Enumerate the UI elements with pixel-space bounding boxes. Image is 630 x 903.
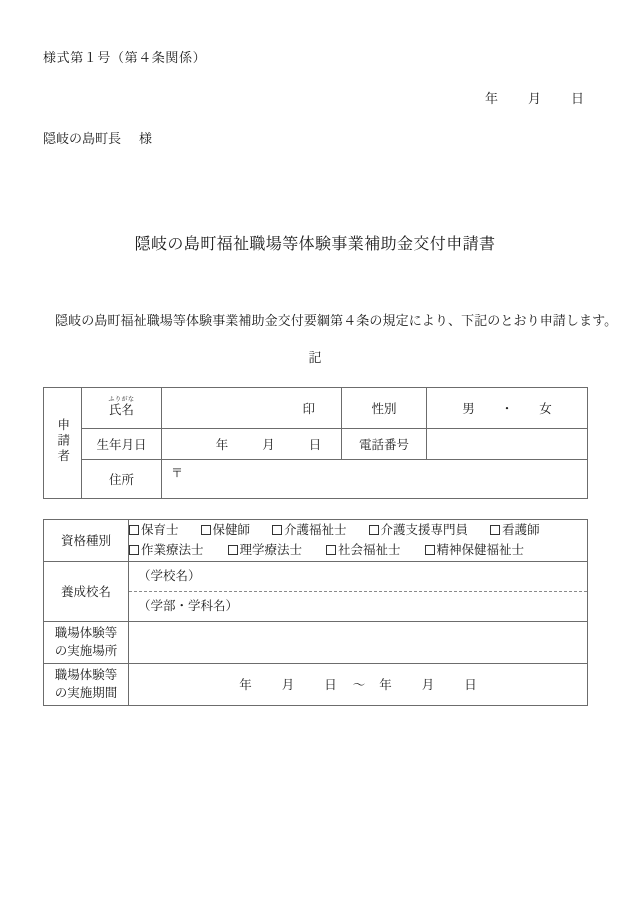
ki-mark: 記 bbox=[308, 350, 322, 365]
phone-input-cell[interactable] bbox=[427, 429, 588, 460]
gender-option-female[interactable]: 女 bbox=[539, 402, 552, 416]
checkbox-shakai-fukushishi[interactable] bbox=[326, 540, 401, 560]
table-row bbox=[44, 561, 588, 621]
address-input-cell[interactable] bbox=[162, 460, 588, 499]
checkbox-kangoshi[interactable] bbox=[490, 520, 540, 540]
date-month-label: 月 bbox=[527, 91, 541, 106]
school-label-cell bbox=[44, 561, 129, 621]
period-end-month-label: 月 bbox=[421, 678, 435, 692]
name-label bbox=[82, 395, 161, 420]
gender-separator: ・ bbox=[500, 402, 514, 416]
checkbox-label: 介護支援専門員 bbox=[380, 523, 469, 537]
period-end-year-label: 年 bbox=[379, 678, 392, 692]
checkbox-seishin-hoken-fukushishi[interactable] bbox=[425, 540, 525, 560]
name-label-text: 氏名 bbox=[108, 403, 134, 418]
department-field[interactable] bbox=[129, 592, 587, 621]
birthdate-month-label: 月 bbox=[262, 438, 275, 452]
birthdate-ymd bbox=[162, 435, 341, 453]
qualification-row-1 bbox=[129, 520, 587, 540]
checkbox-label: 介護福祉士 bbox=[284, 523, 347, 537]
school-name-field[interactable] bbox=[129, 562, 587, 592]
checkbox-label: 看護師 bbox=[502, 523, 540, 537]
name-ruby: ふりがな bbox=[108, 397, 135, 404]
school-label: 養成校名 bbox=[60, 585, 111, 599]
period-start-year-label: 年 bbox=[239, 678, 252, 692]
address-label-cell bbox=[82, 460, 162, 499]
seal-mark: 印 bbox=[302, 402, 315, 416]
checkbox-icon[interactable] bbox=[272, 525, 282, 535]
checkbox-icon[interactable] bbox=[369, 525, 379, 535]
checkbox-icon[interactable] bbox=[425, 545, 435, 555]
period-input-cell[interactable] bbox=[129, 663, 588, 705]
name-label-cell bbox=[82, 388, 162, 429]
form-number: 様式第１号（第４条関係） bbox=[43, 50, 207, 65]
checkbox-hoikushi[interactable] bbox=[129, 520, 179, 540]
birthdate-year-label: 年 bbox=[215, 438, 229, 452]
applicant-table bbox=[43, 387, 588, 499]
period-start-day-label: 日 bbox=[324, 678, 337, 692]
qualification-options-cell bbox=[129, 520, 588, 562]
checkbox-sagyo-ryohoshi[interactable] bbox=[129, 540, 204, 560]
place-input-cell[interactable] bbox=[129, 621, 588, 663]
checkbox-icon[interactable] bbox=[326, 545, 336, 555]
birthdate-input-cell[interactable] bbox=[162, 429, 342, 460]
birthdate-label: 生年月日 bbox=[96, 438, 147, 452]
qualification-row-2 bbox=[129, 540, 587, 560]
table-row bbox=[44, 388, 588, 429]
period-range-mark: ～ bbox=[352, 678, 366, 692]
birthdate-day-label: 日 bbox=[308, 438, 322, 452]
checkbox-label: 理学療法士 bbox=[239, 543, 303, 558]
checkbox-icon[interactable] bbox=[129, 525, 139, 535]
checkbox-label: 精神保健福祉士 bbox=[436, 543, 525, 558]
gender-option-male[interactable]: 男 bbox=[462, 402, 475, 416]
period-end-day-label: 日 bbox=[464, 678, 477, 692]
birthdate-label-cell bbox=[82, 429, 162, 460]
table-row bbox=[44, 621, 588, 663]
page-title: 隠岐の島町福祉職場等体験事業補助金交付申請書 bbox=[134, 236, 496, 253]
school-input-cell bbox=[129, 561, 588, 621]
checkbox-icon[interactable] bbox=[201, 525, 211, 535]
phone-label: 電話番号 bbox=[358, 438, 409, 452]
body-text: 隠岐の島町福祉職場等体験事業補助金交付要綱第４条の規定により、下記のとおり申請します。 bbox=[55, 313, 618, 328]
table-row bbox=[44, 663, 588, 705]
addressee bbox=[43, 128, 152, 147]
address-label: 住所 bbox=[108, 473, 134, 487]
period-label-line2: の実施期間 bbox=[54, 686, 118, 700]
details-table bbox=[43, 519, 588, 706]
table-row bbox=[44, 520, 588, 562]
place-label-line2: の実施場所 bbox=[54, 644, 118, 658]
period-label-line1: 職場体験等 bbox=[54, 667, 118, 682]
checkbox-kaigo-shien-senmonin[interactable] bbox=[369, 520, 469, 540]
phone-label-cell bbox=[342, 429, 427, 460]
gender-label-cell bbox=[342, 388, 427, 429]
period-label-cell bbox=[44, 663, 129, 705]
place-label-line1: 職場体験等 bbox=[54, 625, 118, 640]
date-day-label: 日 bbox=[570, 91, 584, 106]
date-year-label: 年 bbox=[484, 91, 498, 106]
gender-value-cell[interactable] bbox=[427, 388, 588, 429]
addressee-honorific: 様 bbox=[139, 131, 153, 146]
checkbox-icon[interactable] bbox=[490, 525, 500, 535]
checkbox-label: 社会福祉士 bbox=[338, 543, 401, 558]
gender-label: 性別 bbox=[371, 402, 397, 416]
place-label-cell bbox=[44, 621, 129, 663]
checkbox-label: 保健師 bbox=[212, 523, 251, 537]
postal-mark-icon: 〒 bbox=[171, 466, 184, 480]
school-name-placeholder: （学校名） bbox=[138, 568, 201, 583]
name-input-cell[interactable] bbox=[162, 388, 342, 429]
checkbox-icon[interactable] bbox=[228, 545, 238, 555]
table-row bbox=[44, 429, 588, 460]
addressee-name: 隠岐の島町長 bbox=[43, 131, 122, 146]
checkbox-icon[interactable] bbox=[129, 545, 139, 555]
date-line bbox=[485, 88, 584, 107]
checkbox-label: 作業療法士 bbox=[141, 543, 204, 558]
checkbox-kaigo-fukushishi[interactable] bbox=[272, 520, 347, 540]
applicant-section-label: 申請者 bbox=[55, 417, 70, 465]
applicant-section-label-cell bbox=[44, 388, 82, 499]
period-start-month-label: 月 bbox=[281, 678, 295, 692]
checkbox-rigaku-ryohoshi[interactable] bbox=[228, 540, 303, 560]
department-placeholder: （学部・学科名） bbox=[138, 598, 239, 613]
table-row bbox=[44, 460, 588, 499]
checkbox-hokenshi[interactable] bbox=[201, 520, 251, 540]
checkbox-label: 保育士 bbox=[141, 523, 179, 537]
qualification-label-cell bbox=[44, 520, 129, 562]
qualification-label: 資格種別 bbox=[60, 534, 111, 549]
